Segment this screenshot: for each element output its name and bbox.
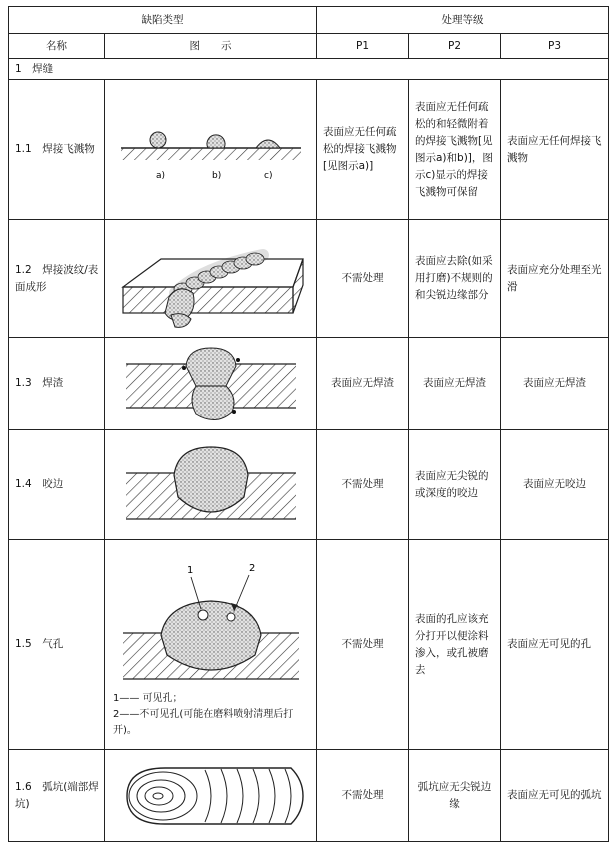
- figure-porosity: [105, 540, 317, 750]
- row-name: 1.2 焊接波纹/表面成形: [9, 220, 105, 338]
- porosity-diagram: [113, 551, 309, 691]
- row-name: 1.4 咬边: [9, 430, 105, 540]
- header-p2: P2: [409, 34, 501, 59]
- figure-ripples: [105, 220, 317, 338]
- p1-text: 表面应无任何疏松的焊接飞溅物[见图示a)]: [317, 80, 409, 220]
- spatter-diagram: [116, 110, 306, 190]
- table-row: [9, 80, 609, 220]
- p3-text: 表面应无可见的孔: [501, 540, 609, 750]
- p1-text: 不需处理: [317, 540, 409, 750]
- p3-text: 表面应无任何焊接飞溅物: [501, 80, 609, 220]
- header-p3: P3: [501, 34, 609, 59]
- figure-spatter: [105, 80, 317, 220]
- fig-label-2: 2: [248, 562, 255, 574]
- figure-undercut: [105, 430, 317, 540]
- p3-text: 表面应充分处理至光滑: [501, 220, 609, 338]
- row-name: 1.5 气孔: [9, 540, 105, 750]
- p2-text: 表面应无焊渣: [409, 338, 501, 430]
- legend-item: 1—— 可见孔；: [113, 692, 183, 704]
- row-name: 1.6 弧坑(端部焊坑): [9, 750, 105, 842]
- p1-text: 不需处理: [317, 220, 409, 338]
- p2-text: 表面的孔应该充分打开以便涂料渗入，或孔被磨去: [409, 540, 501, 750]
- p2-text: 表面应无尖锐的或深度的咬边: [409, 430, 501, 540]
- table-row: [9, 540, 609, 750]
- defect-table: [8, 6, 609, 842]
- row-name: 1.3 焊渣: [9, 338, 105, 430]
- table-row: [9, 430, 609, 540]
- header-defect-type: 缺陷类型: [9, 7, 317, 34]
- figure-crater: [105, 750, 317, 842]
- header-col-name: 名称: [9, 34, 105, 59]
- p1-text: 不需处理: [317, 430, 409, 540]
- header-treatment-grade: 处理等级: [317, 7, 609, 34]
- table-row: [9, 750, 609, 842]
- header-col-figure: 图 示: [105, 34, 317, 59]
- p3-text: 表面应无焊渣: [501, 338, 609, 430]
- p3-text: 表面应无可见的弧坑: [501, 750, 609, 842]
- p2-text: 弧坑应无尖锐边缘: [409, 750, 501, 842]
- slag-diagram: [116, 342, 306, 426]
- fig-label-1: 1: [186, 564, 193, 576]
- p1-text: 不需处理: [317, 750, 409, 842]
- crater-diagram: [113, 760, 309, 832]
- fig-label-b: b): [211, 170, 221, 181]
- porosity-legend: [105, 691, 316, 739]
- fig-label-a: a): [155, 170, 165, 181]
- fig-label-c: c): [263, 170, 272, 181]
- p3-text: 表面应无咬边: [501, 430, 609, 540]
- p1-text: 表面应无焊渣: [317, 338, 409, 430]
- header-p1: P1: [317, 34, 409, 59]
- undercut-diagram: [116, 437, 306, 533]
- p2-text: 表面应去除(如采用打磨)不规则的和尖锐边缘部分: [409, 220, 501, 338]
- p2-text: 表面应无任何疏松的和轻微附着的焊接飞溅物[见图示a)和b)]，图示c)显示的焊接飞溅物可保留: [409, 80, 501, 220]
- weld-ripple-diagram: [113, 227, 309, 331]
- section-weld: 1 焊缝: [9, 59, 609, 80]
- legend-item: 2——不可见孔(可能在磨料喷射清理后打开)。: [113, 708, 294, 736]
- row-name: 1.1 焊接飞溅物: [9, 80, 105, 220]
- figure-slag: [105, 338, 317, 430]
- table-row: [9, 338, 609, 430]
- table-row: [9, 220, 609, 338]
